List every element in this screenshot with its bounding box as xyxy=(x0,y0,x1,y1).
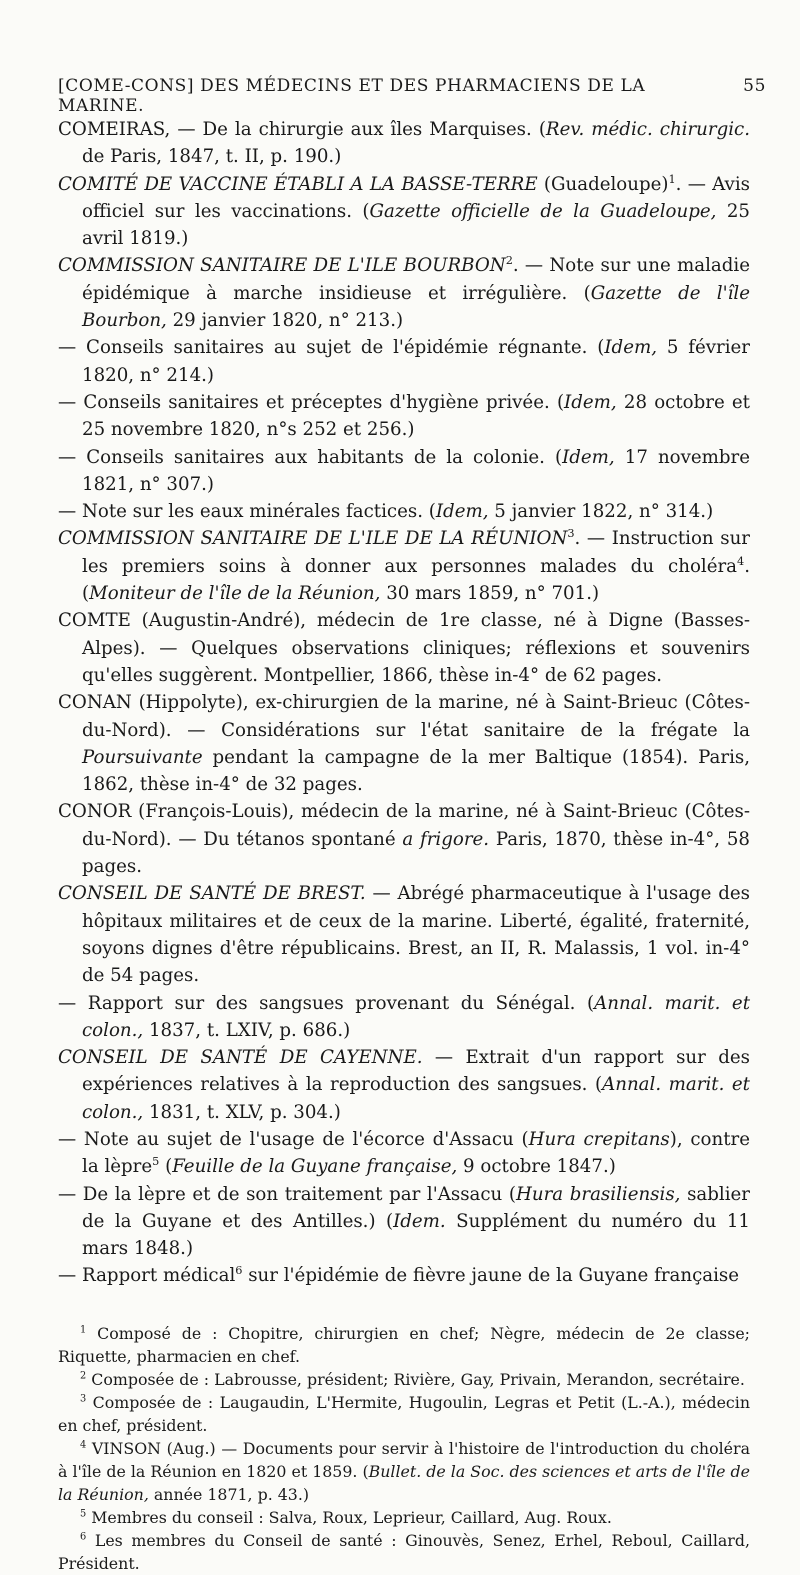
footnote-marker: 3 xyxy=(80,1393,87,1405)
footnote-marker: 3 xyxy=(567,527,575,541)
footnote-marker: 2 xyxy=(505,254,513,268)
text-run: 29 janvier 1820, n° 213.) xyxy=(166,310,404,332)
footnote xyxy=(58,1391,750,1437)
bibliography-entries xyxy=(58,116,750,1290)
italic-text: Idem. xyxy=(393,1210,446,1232)
bibliography-entry xyxy=(58,444,750,499)
bibliography-entry xyxy=(58,880,750,989)
italic-text: Poursuivante xyxy=(82,746,203,768)
italic-text: Bullet. de la Soc. des sciences et arts de l'île de la Réunion, xyxy=(58,1461,750,1504)
bibliography-entry xyxy=(58,1181,750,1263)
bibliography-entry xyxy=(58,1044,750,1126)
bibliography-entry xyxy=(58,171,750,253)
text-run: — Note au sujet de l'usage de l'écorce d'Assacu ( xyxy=(58,1128,529,1150)
footnote-marker: 6 xyxy=(235,1264,243,1278)
text-run: 28 octobre et 25 novembre 1820, n°s 252 et 256.) xyxy=(82,391,750,441)
text-run: 25 avril 1819.) xyxy=(82,200,750,250)
text-run: VINSON (Aug.) — Documents pour servir à l'histoire de l'introduction du choléra à l'île de la Réunion en 1820 et 1859. ( xyxy=(58,1438,750,1481)
text-run: Paris, 1870, thèse in-4°, 58 pages. xyxy=(82,828,750,878)
text-run: sablier de la Guyane et des Antilles.) ( xyxy=(82,1183,750,1232)
italic-text: COMMISSION SANITAIRE DE L'ILE BOURBON xyxy=(58,255,506,277)
footnote xyxy=(58,1437,750,1506)
text-run: 1831, t. XLV, p. 304.) xyxy=(143,1101,341,1123)
italic-text: a frigore. xyxy=(402,828,490,850)
text-run: Composée de : Laugaudin, L'Hermite, Hugoulin, Legras et Petit (L.-A.), médecin en chef, président. xyxy=(58,1392,750,1435)
bibliography-entry xyxy=(58,1126,750,1181)
text-run: COMEIRAS, — De la chirurgie aux îles Marquises. ( xyxy=(58,119,546,140)
bibliography-entry xyxy=(58,607,750,689)
text-run: 30 mars 1859, n° 701.) xyxy=(380,583,600,605)
text-run: Composé de : Chopitre, chirurgien en chef; Nègre, médecin de 2e classe; Riquette, pharmacien en chef. xyxy=(58,1323,750,1366)
text-run: Les membres du Conseil de santé : Ginouvès, Senez, Erhel, Reboul, Caillard, Président. xyxy=(58,1530,750,1573)
text-run: — Extrait d'un rapport sur des expériences relatives à la reproduction des sangsues. ( xyxy=(82,1047,750,1096)
italic-text: COMMISSION SANITAIRE DE L'ILE DE LA RÉUNION xyxy=(58,528,568,550)
text-run: . — Avis officiel sur les vaccinations. ( xyxy=(82,173,750,222)
italic-text: COMITÉ DE VACCINE ÉTABLI A LA BASSE-TERRE xyxy=(58,173,538,195)
text-run: COMTE (Augustin-André), médecin de 1re classe, né à Digne (Basses-Alpes). — Quelques observations cliniques; réflexions et souvenirs qu'elles suggèrent. Montpellier, 1866, thèse in-4° de 62 pages. xyxy=(58,610,750,686)
text-run: — Conseils sanitaires et préceptes d'hygiène privée. ( xyxy=(58,391,565,413)
text-run: — Conseils sanitaires au sujet de l'épidémie régnante. ( xyxy=(58,337,605,359)
text-run: 5 février 1820, n° 214.) xyxy=(82,337,751,386)
italic-text: Idem, xyxy=(562,446,615,468)
text-run: Supplément du numéro du 11 mars 1848.) xyxy=(82,1210,750,1260)
footnote-marker: 5 xyxy=(152,1155,160,1169)
footnote xyxy=(58,1529,750,1575)
text-run: sur l'épidémie de fièvre jaune de la Guyane française xyxy=(242,1265,740,1287)
text-run: année 1871, p. 43.) xyxy=(148,1484,310,1504)
text-run: ), contre la lèpre xyxy=(82,1128,750,1178)
footnotes xyxy=(58,1322,750,1575)
footnote-marker: 5 xyxy=(80,1508,87,1520)
italic-text: CONSEIL DE SANTÉ DE BREST. xyxy=(58,883,366,905)
italic-text: Hura brasiliensis, xyxy=(516,1183,681,1205)
text-run: Composée de : Labrousse, président; Rivière, Gay, Privain, Merandon, secrétaire. xyxy=(86,1369,745,1389)
italic-text: Gazette de l'île Bourbon, xyxy=(82,282,751,332)
italic-text: Feuille de la Guyane française, xyxy=(172,1156,458,1178)
page-number: 55 xyxy=(743,76,766,96)
italic-text: Idem, xyxy=(604,337,657,359)
text-run: CONAN (Hippolyte), ex-chirurgien de la marine, né à Saint-Brieuc (Côtes-du-Nord). — Considérations sur l'état sanitaire de la frégate la xyxy=(58,692,750,741)
text-run: — Rapport sur des sangsues provenant du Sénégal. ( xyxy=(58,992,595,1014)
text-run: pendant la campagne de la mer Baltique (1854). Paris, 1862, thèse in-4° de 32 pages. xyxy=(82,746,750,796)
footnote-marker: 1 xyxy=(668,172,676,186)
text-run: . — Instruction sur les premiers soins à donner aux personnes malades du choléra xyxy=(82,528,750,577)
italic-text: Hura crepitans xyxy=(528,1128,670,1150)
italic-text: Idem, xyxy=(564,391,617,413)
footnote-marker: 1 xyxy=(80,1324,87,1336)
footnote-marker: 2 xyxy=(80,1370,87,1382)
italic-text: Idem, xyxy=(435,501,489,523)
bibliography-entry xyxy=(58,990,750,1045)
italic-text: Annal. marit. et colon., xyxy=(82,992,750,1041)
footnote xyxy=(58,1322,750,1368)
italic-text: Moniteur de l'île de la Réunion, xyxy=(89,583,381,605)
footnote xyxy=(58,1368,750,1391)
text-run: Membres du conseil : Salva, Roux, Leprieur, Caillard, Aug. Roux. xyxy=(86,1507,612,1527)
text-run: 17 novembre 1821, n° 307.) xyxy=(82,446,750,495)
text-run: 5 janvier 1822, n° 314.) xyxy=(488,501,714,523)
bibliography-entry xyxy=(58,525,750,607)
italic-text: Rev. médic. chirurgic. xyxy=(545,119,750,140)
text-run: de Paris, 1847, t. II, p. 190.) xyxy=(82,146,342,168)
text-run: — Abrégé pharmaceutique à l'usage des hôpitaux militaires et de ceux de la marine. Liberté, égalité, fraternité, soyons dignes d'être républicains. Brest, an II, R. Malassis, 1 vol. in-4° de 54 pages. xyxy=(82,883,751,987)
bibliography-entry xyxy=(58,334,750,389)
italic-text: Gazette officielle de la Guadeloupe, xyxy=(369,200,717,222)
bibliography-entry xyxy=(58,116,750,171)
running-header xyxy=(58,76,766,116)
footnote xyxy=(58,1506,750,1529)
text-run: 1837, t. LXIV, p. 686.) xyxy=(143,1019,351,1041)
bibliography-entry xyxy=(58,689,750,798)
italic-text: CONSEIL DE SANTÉ DE CAYENNE. xyxy=(58,1047,423,1069)
bibliography-entry xyxy=(58,252,750,334)
text-run: ( xyxy=(159,1156,173,1178)
text-run: — De la lèpre et de son traitement par l'Assacu ( xyxy=(58,1183,516,1205)
text-run: — Rapport médical xyxy=(58,1265,236,1287)
footnote-marker: 4 xyxy=(80,1439,87,1451)
footnote-marker: 4 xyxy=(737,554,745,568)
running-title: [COME-CONS] DES MÉDECINS ET DES PHARMACIENS DE LA MARINE. xyxy=(58,76,646,116)
text-run: 9 octobre 1847.) xyxy=(457,1156,616,1178)
footnote-marker: 6 xyxy=(80,1531,87,1543)
text-run: (Guadeloupe) xyxy=(537,173,669,195)
bibliography-entry xyxy=(58,798,750,880)
text-run: — Note sur les eaux minérales factices. ( xyxy=(58,501,436,523)
bibliography-entry xyxy=(58,1262,750,1289)
bibliography-entry xyxy=(58,389,750,444)
text-run: . — Note sur une maladie épidémique à marche insidieuse et irrégulière. ( xyxy=(82,255,750,304)
text-run: — Conseils sanitaires aux habitants de la colonie. ( xyxy=(58,446,563,468)
text-run: CONOR (François-Louis), médecin de la marine, né à Saint-Brieuc (Côtes-du-Nord). — Du tétanos spontané xyxy=(58,801,750,850)
text-run: . ( xyxy=(82,555,750,605)
bibliography-entry xyxy=(58,498,750,525)
italic-text: Annal. marit. et colon., xyxy=(82,1074,750,1123)
